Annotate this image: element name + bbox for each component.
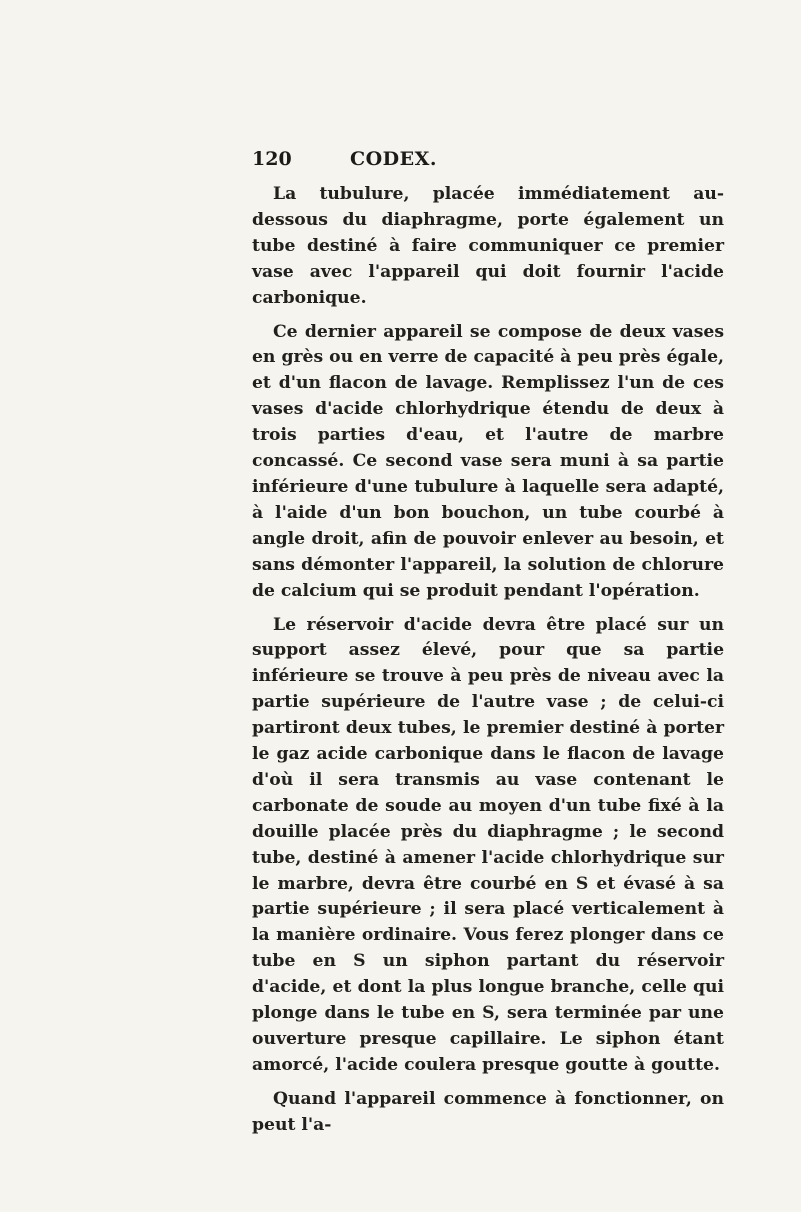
paragraph-fonctionnement: Quand l'appareil commence à fonctionner, on peut l'a- <box>252 1088 724 1135</box>
running-title: CODEX. <box>350 148 437 170</box>
paragraph-appareil: Ce dernier appareil se compose de deux vases en grès ou en verre de capacité à peu près égale, et d'un flacon de lavage. Remplissez l'un de ces vases d'acide chlorhydrique étendu de deux à trois parties d'eau, et l'autre de marbre concassé. Ce second vase sera muni à sa partie inférieure d'une tubulure à laquelle sera adapté, à l'aide d'un bon bouchon, un tube courbé à angle droit, afin de pouvoir enlever au besoin, et sans démonter l'appareil, la solution de chlorure de calcium qui se produit pendant l'opération. <box>252 321 724 601</box>
paragraph-tubulure: La tubulure, placée immédiatement au-dessous du diaphragme, porte également un tube destiné à faire communiquer ce premier vase avec l'appareil qui doit fournir l'acide carbonique. <box>252 184 724 308</box>
paragraph-reservoir: Le réservoir d'acide devra être placé sur un support assez élevé, pour que sa partie inférieure se trouve à peu près de niveau avec la partie supérieure de l'autre vase ; de celui-ci partiront deux tubes, le premier destiné à porter le gaz acide carbonique dans le flacon de lavage d'où il sera transmis au vase contenant le carbonate de soude au moyen d'un tube fixé à la douille placée près du diaphragme ; le second tube, destiné à amener l'acide chlorhydrique sur le marbre, devra être courbé en S et évasé à sa partie supérieure ; il sera placé verticalement à la manière ordinaire. Vous ferez plonger dans ce tube en S un siphon partant du réservoir d'acide, et dont la plus longue branche, celle qui plonge dans le tube en S, sera terminée par une ouverture presque capillaire. Le siphon étant amorcé, l'acide coulera presque goutte à goutte. <box>252 614 724 1075</box>
page-number: 120 <box>252 148 292 170</box>
running-head <box>252 148 712 176</box>
body-text <box>252 182 724 1139</box>
